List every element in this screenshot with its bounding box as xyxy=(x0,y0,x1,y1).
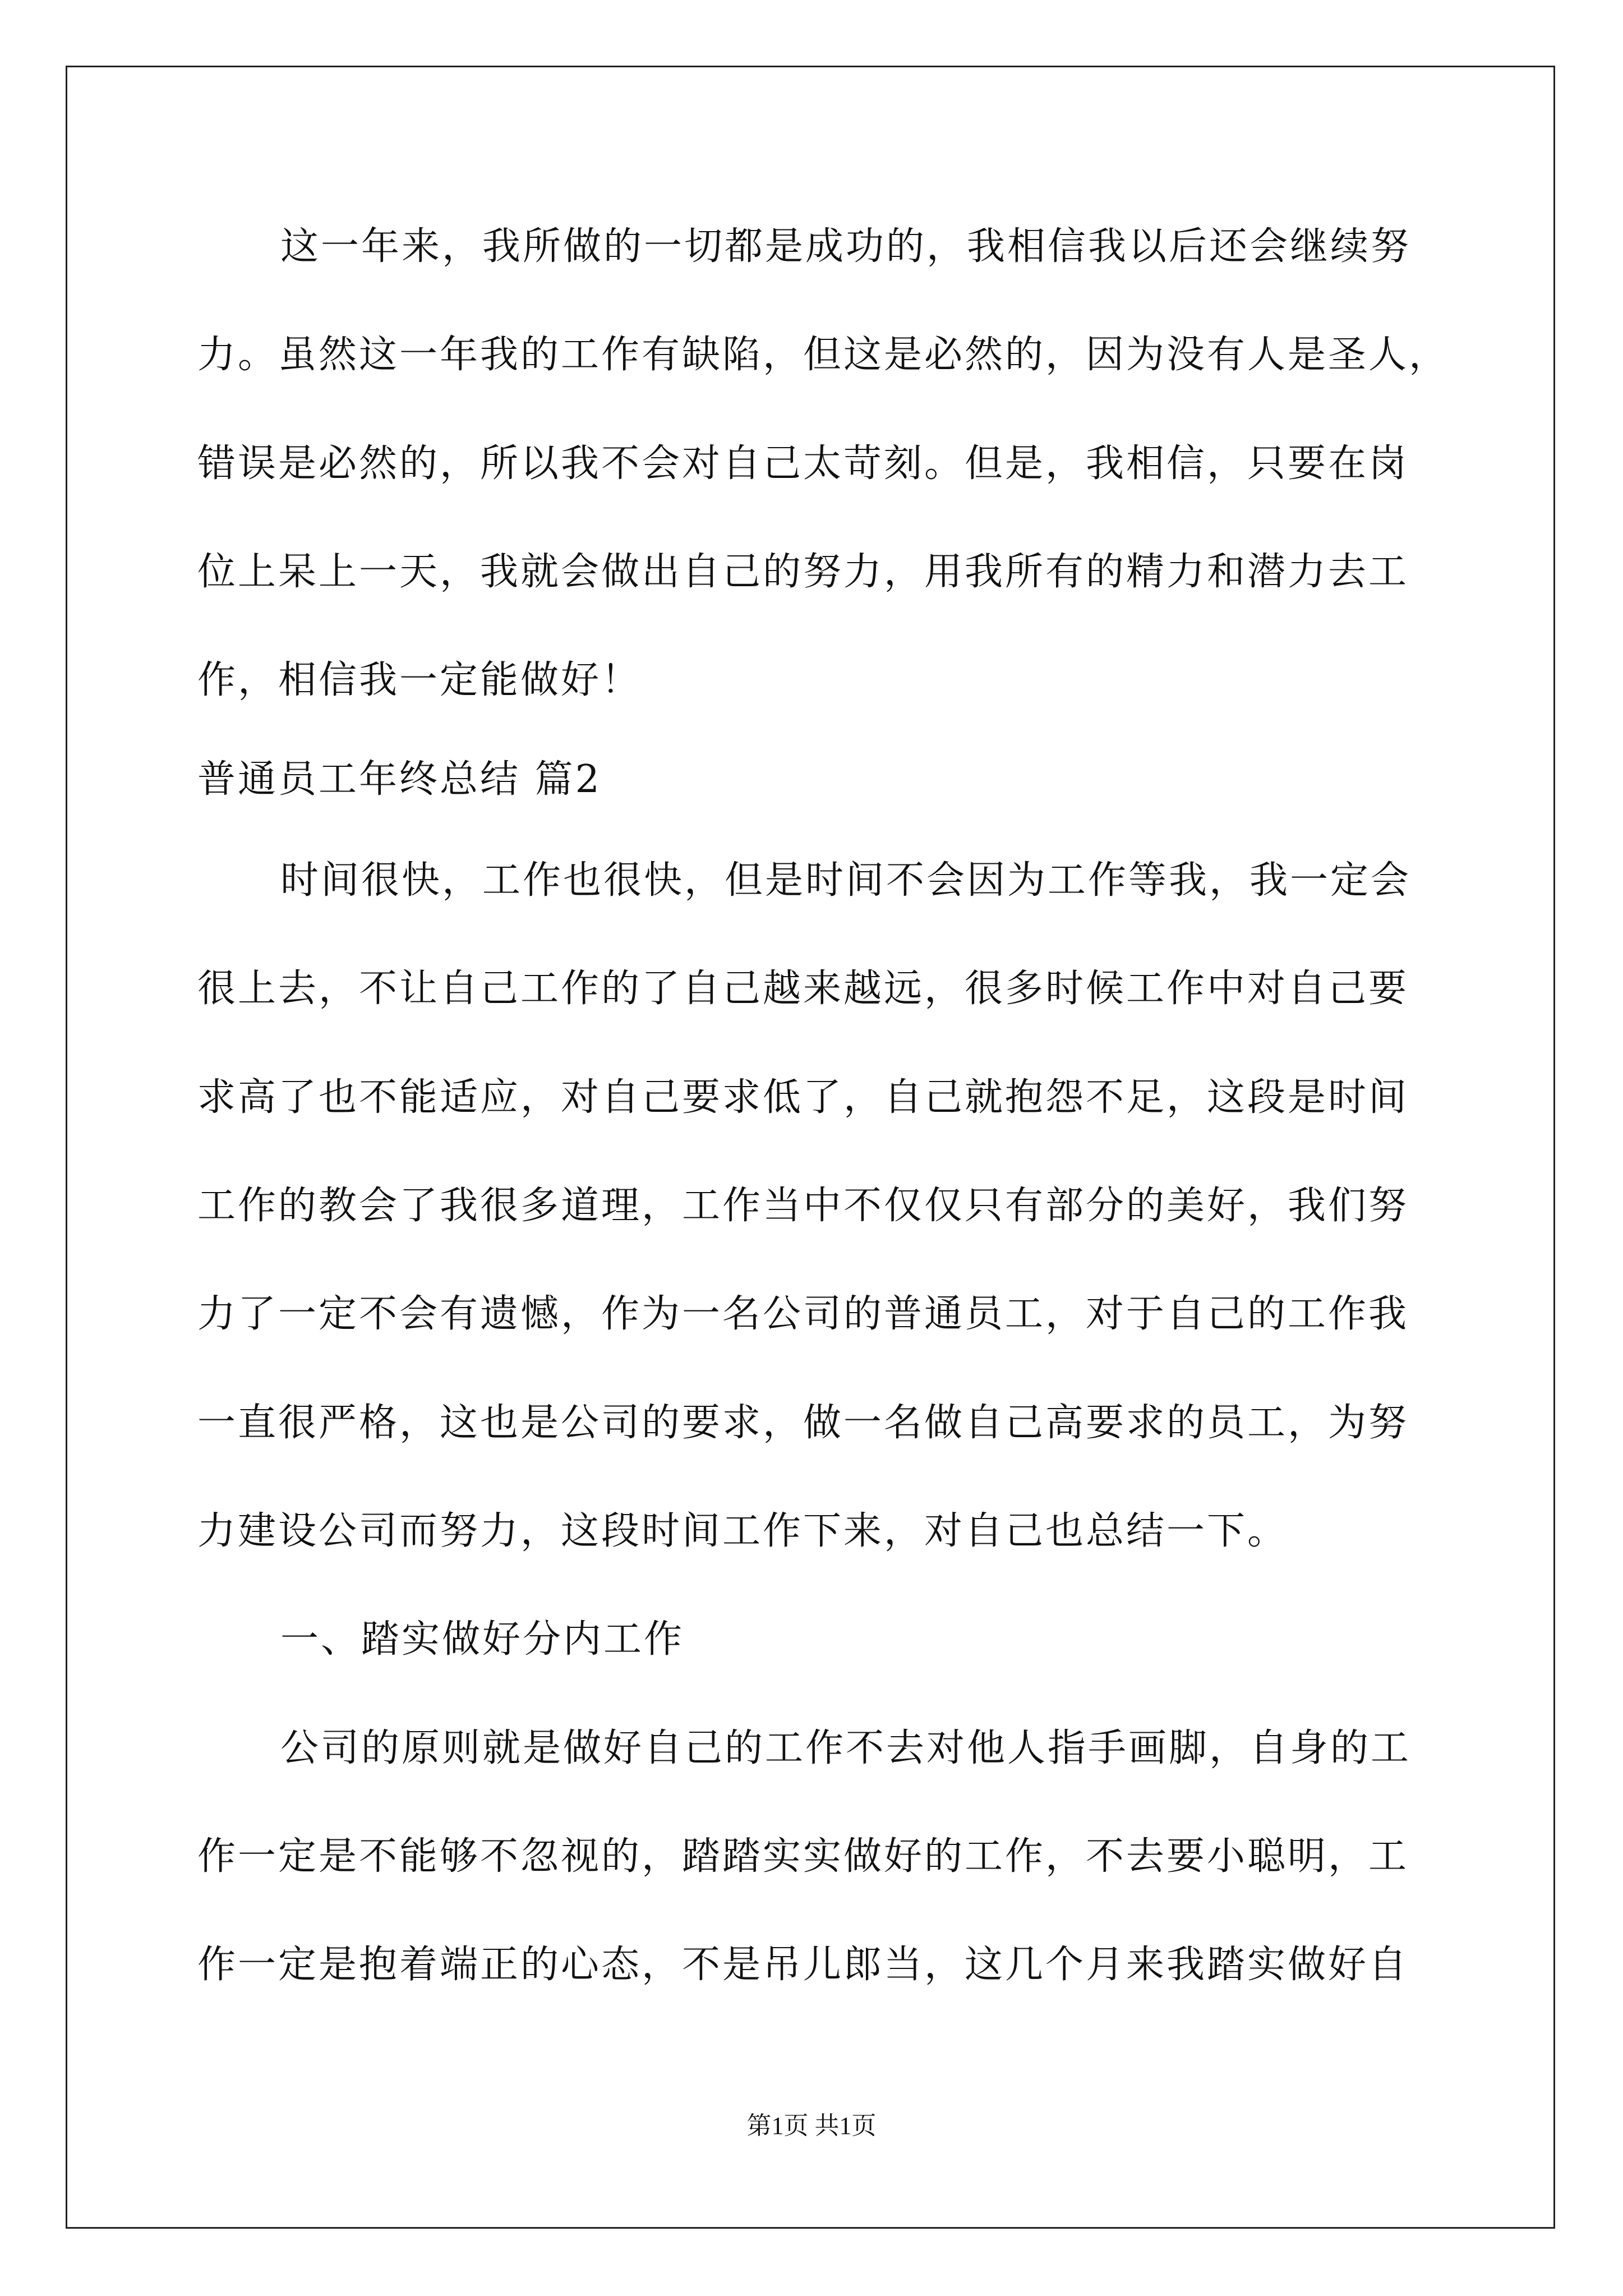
paragraph-2-line-4: 工作的教会了我很多道理，工作当中不仅仅只有部分的美好，我们努 xyxy=(197,1184,1409,1228)
paragraph-2-line-1: 时间很快，工作也很快，但是时间不会因为工作等我，我一定会 xyxy=(280,858,1412,903)
paragraph-2-line-2: 很上去，不让自己工作的了自己越来越远，很多时候工作中对自己要 xyxy=(197,967,1409,1011)
paragraph-3-line-3: 作一定是抱着端正的心态，不是吊儿郎当，这几个月来我踏实做好自 xyxy=(197,1943,1409,1987)
subheading: 一、踏实做好分内工作 xyxy=(280,1617,685,1662)
page-footer: 第1页 共1页 xyxy=(746,2112,877,2139)
paragraph-2-line-5: 力了一定不会有遗憾，作为一名公司的普通员工，对于自己的工作我 xyxy=(197,1292,1409,1336)
paragraph-3-line-2: 作一定是不能够不忽视的，踏踏实实做好的工作，不去要小聪明，工 xyxy=(197,1834,1409,1879)
paragraph-1-line-2: 力。虽然这一年我的工作有缺陷，但这是必然的，因为没有人是圣人， xyxy=(197,333,1450,377)
paragraph-2-line-7: 力建设公司而努力，这段时间工作下来，对自己也总结一下。 xyxy=(197,1509,1288,1553)
paragraph-1-line-4: 位上呆上一天，我就会做出自己的努力，用我所有的精力和潜力去工 xyxy=(197,550,1409,594)
paragraph-2-line-6: 一直很严格，这也是公司的要求，做一名做自己高要求的员工，为努 xyxy=(197,1401,1409,1445)
paragraph-2-line-3: 求高了也不能适应，对自己要求低了，自己就抱怨不足，这段是时间 xyxy=(197,1075,1409,1120)
paragraph-1-line-1: 这一年来，我所做的一切都是成功的，我相信我以后还会继续努 xyxy=(280,224,1412,269)
paragraph-1-line-3: 错误是必然的，所以我不会对自己太苛刻。但是，我相信，只要在岗 xyxy=(197,441,1409,486)
paragraph-1-line-5: 作，相信我一定能做好！ xyxy=(197,658,642,702)
page-border xyxy=(66,66,1555,2229)
section-heading: 普通员工年终总结 篇2 xyxy=(197,757,602,802)
paragraph-3-line-1: 公司的原则就是做好自己的工作不去对他人指手画脚，自身的工 xyxy=(280,1726,1412,1770)
